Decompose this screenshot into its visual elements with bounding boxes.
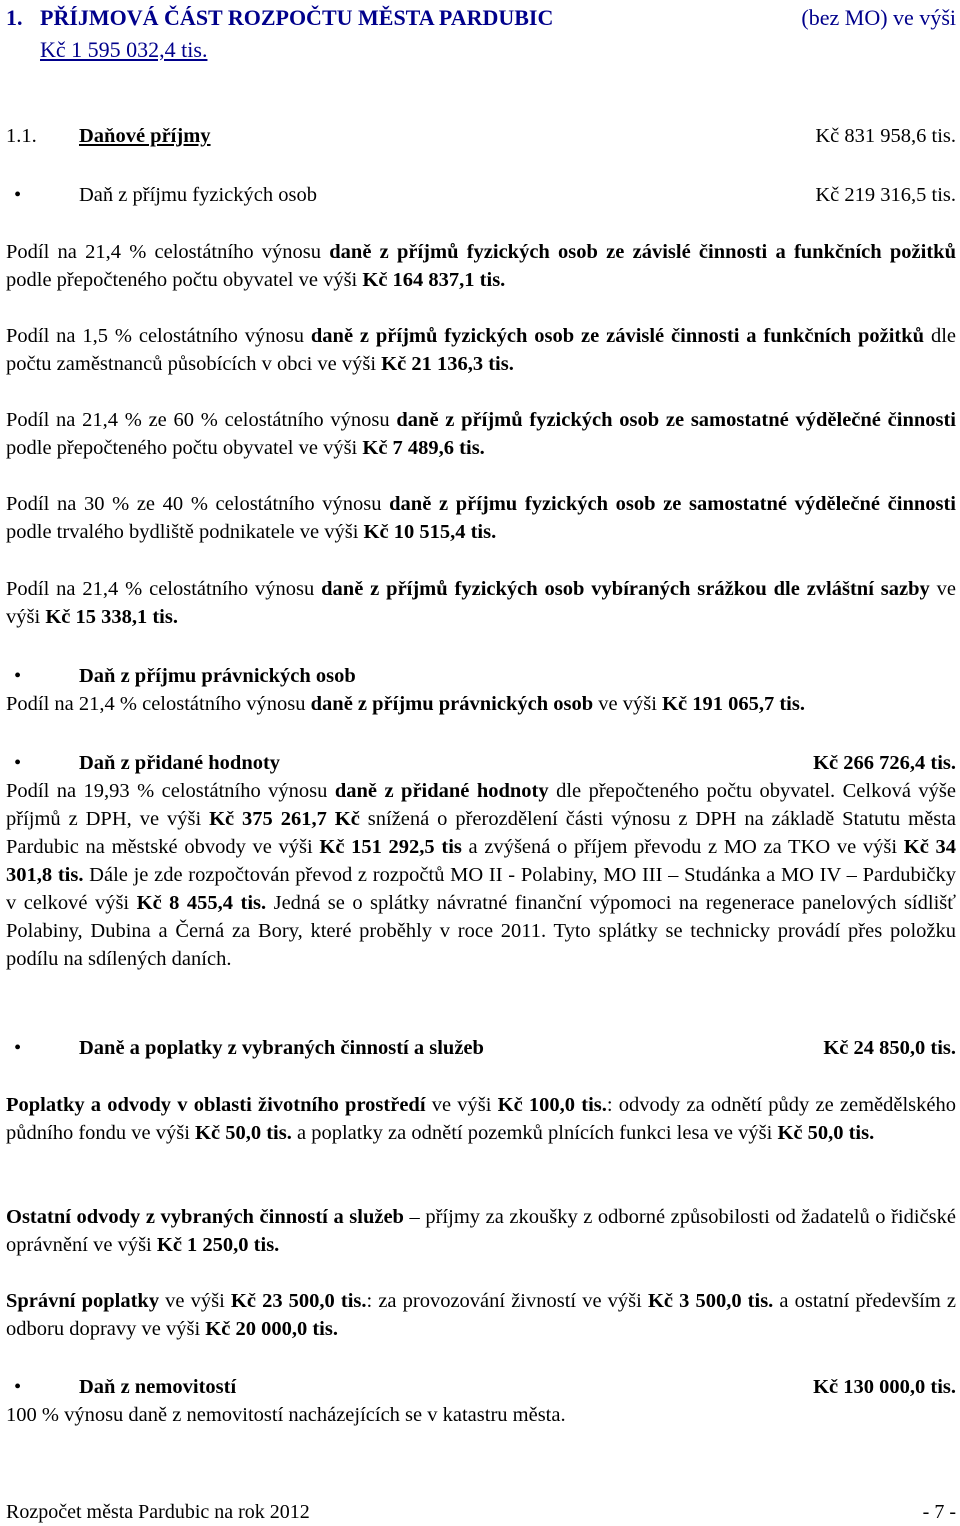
bullet-icon: • xyxy=(14,184,22,206)
section-title: PŘÍJMOVÁ ČÁST ROZPOČTU MĚSTA PARDUBIC xyxy=(40,5,554,30)
bullet-icon: • xyxy=(14,665,22,687)
fees-env-paragraph: Poplatky a odvody v oblasti životního prostředí ve výši Kč 100,0 tis.: odvody za odnětí půdy ze zemědělského půdního fondu ve výši Kč 50,0 tis. a poplatky za odnětí pozemků plnících funkci lesa ve výši Kč 50,0 tis. xyxy=(6,1094,957,1144)
section-amount: Kč 1 595 032,4 tis. xyxy=(40,37,208,62)
page-number: - 7 - xyxy=(922,1501,956,1523)
vat-heading xyxy=(6,750,956,776)
bullet-icon: • xyxy=(14,752,22,774)
pit-paragraph-4: Podíl na 30 % ze 40 % celostátního výnosu daně z příjmu fyzických osob ze samostatné výdělečné činnosti podle trvalého bydliště podnikatele ve výši Kč 10 515,4 tis. xyxy=(6,493,957,543)
subsection-number: 1.1. xyxy=(6,125,37,147)
vat-label: Daň z přidané hodnoty xyxy=(79,752,281,774)
fees-other-paragraph: Ostatní odvody z vybraných činností a služeb – příjmy za zkoušky z odborné způsobilosti od žadatelů o řidičské oprávnění ve výši Kč 1 250,0 tis. xyxy=(6,1206,957,1256)
fees-admin-paragraph: Správní poplatky ve výši Kč 23 500,0 tis.: za provozování živností ve výši Kč 3 500,0 tis. a ostatní především z odboru dopravy ve výši Kč 20 000,0 tis. xyxy=(6,1290,956,1340)
section-title-suffix: (bez MO) ve výši xyxy=(801,5,956,30)
cit-paragraph: Podíl na 21,4 % celostátního výnosu daně z příjmu právnických osob ve výši Kč 191 065,7 tis. xyxy=(6,693,805,715)
prop-paragraph: 100 % výnosu daně z nemovitostí nacházejících se v katastru města. xyxy=(6,1404,566,1426)
fees-label: Daně a poplatky z vybraných činností a služeb xyxy=(79,1037,484,1059)
cit-heading xyxy=(6,662,956,690)
pit-label: Daň z příjmu fyzických osob xyxy=(79,184,317,206)
pit-paragraph-1: Podíl na 21,4 % celostátního výnosu daně z příjmů fyzických osob ze závislé činnosti a funkčních požitků podle přepočteného počtu obyvatel ve výši Kč 164 837,1 tis. xyxy=(6,241,956,291)
subsection-heading xyxy=(6,123,956,149)
prop-amount: Kč 130 000,0 tis. xyxy=(813,1376,956,1398)
fees-amount: Kč 24 850,0 tis. xyxy=(823,1037,956,1059)
pit-amount: Kč 219 316,5 tis. xyxy=(815,184,956,206)
subsection-amount: Kč 831 958,6 tis. xyxy=(815,125,956,147)
fees-heading xyxy=(6,1035,956,1061)
cit-label: Daň z příjmu právnických osob xyxy=(79,665,356,687)
bullet-icon: • xyxy=(14,1037,22,1059)
section-number: 1. xyxy=(6,5,23,30)
pit-paragraph-2: Podíl na 1,5 % celostátního výnosu daně z příjmů fyzických osob ze závislé činnosti a funkčních požitků dle počtu zaměstnanců působících v obci ve výši Kč 21 136,3 tis. xyxy=(6,325,956,375)
subsection-title: Daňové příjmy xyxy=(79,125,211,147)
section-heading xyxy=(6,2,956,66)
prop-label: Daň z nemovitostí xyxy=(79,1376,237,1398)
bullet-icon: • xyxy=(14,1376,22,1398)
pit-paragraph-3: Podíl na 21,4 % ze 60 % celostátního výnosu daně z příjmů fyzických osob ze samostatné výdělečné činnosti podle přepočteného počtu obyvatel ve výši Kč 7 489,6 tis. xyxy=(6,409,956,459)
pit-heading xyxy=(6,182,956,208)
vat-paragraph: Podíl na 19,93 % celostátního výnosu daně z přidané hodnoty dle přepočteného počtu obyvatel. Celková výše příjmů z DPH, ve výši Kč 375 261,7 Kč snížená o přerozdělení části výnosu z DPH na základě Statutu města Pardubic na městské obvody ve výši Kč 151 292,5 tis a zvýšená o příjem převodu z MO za TKO ve výši Kč 34 301,8 tis. Dále je zde rozpočtován převod z rozpočtů MO II - Polabiny, MO III – Studánka a MO IV – Pardubičky v celkové výši Kč 8 455,4 tis. Jedná se o splátky návratné finanční výpomoci na regenerace panelových sídlišť Polabiny, Dubina a Černá za Bory, které proběhly v roce 2011. Tyto splátky se technicky provádí přes položku podílu na sdílených daních. xyxy=(6,780,957,970)
prop-heading xyxy=(6,1374,956,1400)
pit-paragraph-5: Podíl na 21,4 % celostátního výnosu daně z příjmů fyzických osob vybíraných srážkou dle zvláštní sazby ve výši Kč 15 338,1 tis. xyxy=(6,578,956,628)
page-footer xyxy=(6,1499,956,1525)
footer-title: Rozpočet města Pardubic na rok 2012 xyxy=(6,1501,310,1523)
vat-amount: Kč 266 726,4 tis. xyxy=(813,752,956,774)
